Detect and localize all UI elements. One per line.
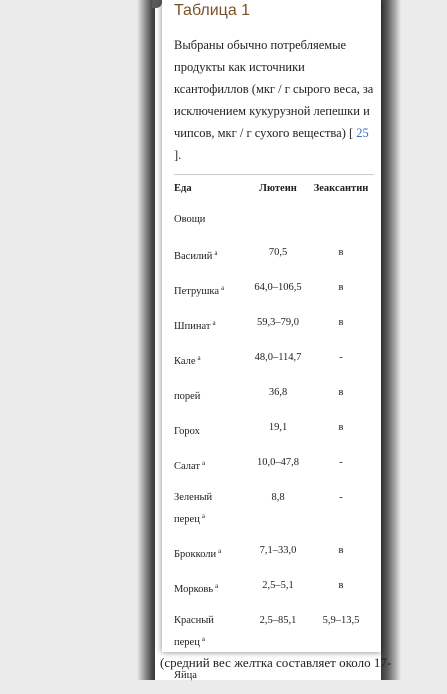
table-row [174, 273, 374, 308]
table-row [174, 483, 374, 536]
column-header-food: Еда [174, 183, 192, 194]
zeaxanthin-cell: в [338, 317, 344, 328]
lutein-cell: 2,5–85,1 [259, 615, 297, 626]
food-cell: порей [174, 391, 201, 402]
popup-title: Таблица 1 [174, 2, 251, 19]
table-row [174, 343, 374, 378]
zeaxanthin-cell: в [338, 282, 344, 293]
reference-link[interactable]: 25 [356, 126, 369, 140]
section-label: Яйца [174, 670, 197, 681]
lutein-cell: 7,1–33,0 [259, 545, 297, 556]
left-shadow [137, 0, 155, 680]
table-row [174, 238, 374, 273]
section-row [174, 203, 374, 238]
table-row [174, 413, 374, 448]
column-header-lutein: Лютеин [259, 183, 297, 194]
zeaxanthin-cell: в [338, 580, 344, 591]
table-row [174, 536, 374, 571]
table-row [174, 308, 374, 343]
food-cell: Горох [174, 426, 200, 437]
caption-end: ]. [174, 148, 182, 162]
zeaxanthin-cell: - [339, 457, 343, 468]
caption-text: Выбраны обычно потребляемые продукты как источники ксантофиллов (мкг / г сырого веса, за исключением кукурузной лепешки и чипсов, мкг / г сухого вещества) [ [174, 38, 374, 140]
lutein-cell: 36,8 [268, 387, 288, 398]
food-cell: Красный перец $^a$ [174, 615, 214, 648]
food-cell: Салат $^a$ [174, 459, 206, 472]
right-shadow [381, 0, 401, 680]
lutein-cell: 19,1 [268, 422, 288, 433]
lutein-cell: 48,0–114,7 [254, 352, 302, 363]
food-cell: Кале $^a$ [174, 354, 201, 367]
table-row [174, 448, 374, 483]
caption-divider [174, 174, 374, 175]
lutein-cell: 64,0–106,5 [254, 282, 302, 293]
table-row [174, 378, 374, 413]
food-cell: Зеленый перец $^a$ [174, 492, 213, 525]
food-cell: Шпинат $^a$ [174, 319, 216, 332]
food-cell: Петрушка $^a$ [174, 284, 225, 297]
xanthophyll-table [174, 181, 374, 694]
food-cell: Морковь $^a$ [174, 582, 219, 595]
table-row [174, 606, 374, 659]
lutein-cell: 70,5 [268, 247, 288, 258]
lutein-cell: 10,0–47,8 [257, 457, 299, 468]
zeaxanthin-cell: - [339, 492, 343, 503]
zeaxanthin-cell: - [339, 352, 343, 363]
food-cell: Василий $^a$ [174, 249, 218, 262]
column-header-zeaxanthin: Зеаксантин [313, 183, 369, 194]
zeaxanthin-cell: в [338, 422, 344, 433]
zeaxanthin-cell: 5,9–13,5 [322, 615, 360, 626]
section-label: Овощи [174, 214, 206, 225]
table-caption [174, 34, 374, 166]
background-article-text: (средний вес желтка составляет около 17- [160, 655, 392, 670]
lutein-cell: 59,3–79,0 [257, 317, 299, 328]
zeaxanthin-cell: в [338, 545, 344, 556]
section-row [174, 659, 374, 694]
table-row [174, 571, 374, 606]
right-background [401, 0, 447, 680]
zeaxanthin-cell: в [338, 387, 344, 398]
food-cell: Брокколи $^a$ [174, 547, 222, 560]
left-background [0, 0, 137, 680]
zeaxanthin-cell: в [338, 247, 344, 258]
lutein-cell: 8,8 [271, 492, 285, 503]
table-header-row [174, 181, 374, 203]
lutein-cell: 2,5–5,1 [262, 580, 294, 591]
